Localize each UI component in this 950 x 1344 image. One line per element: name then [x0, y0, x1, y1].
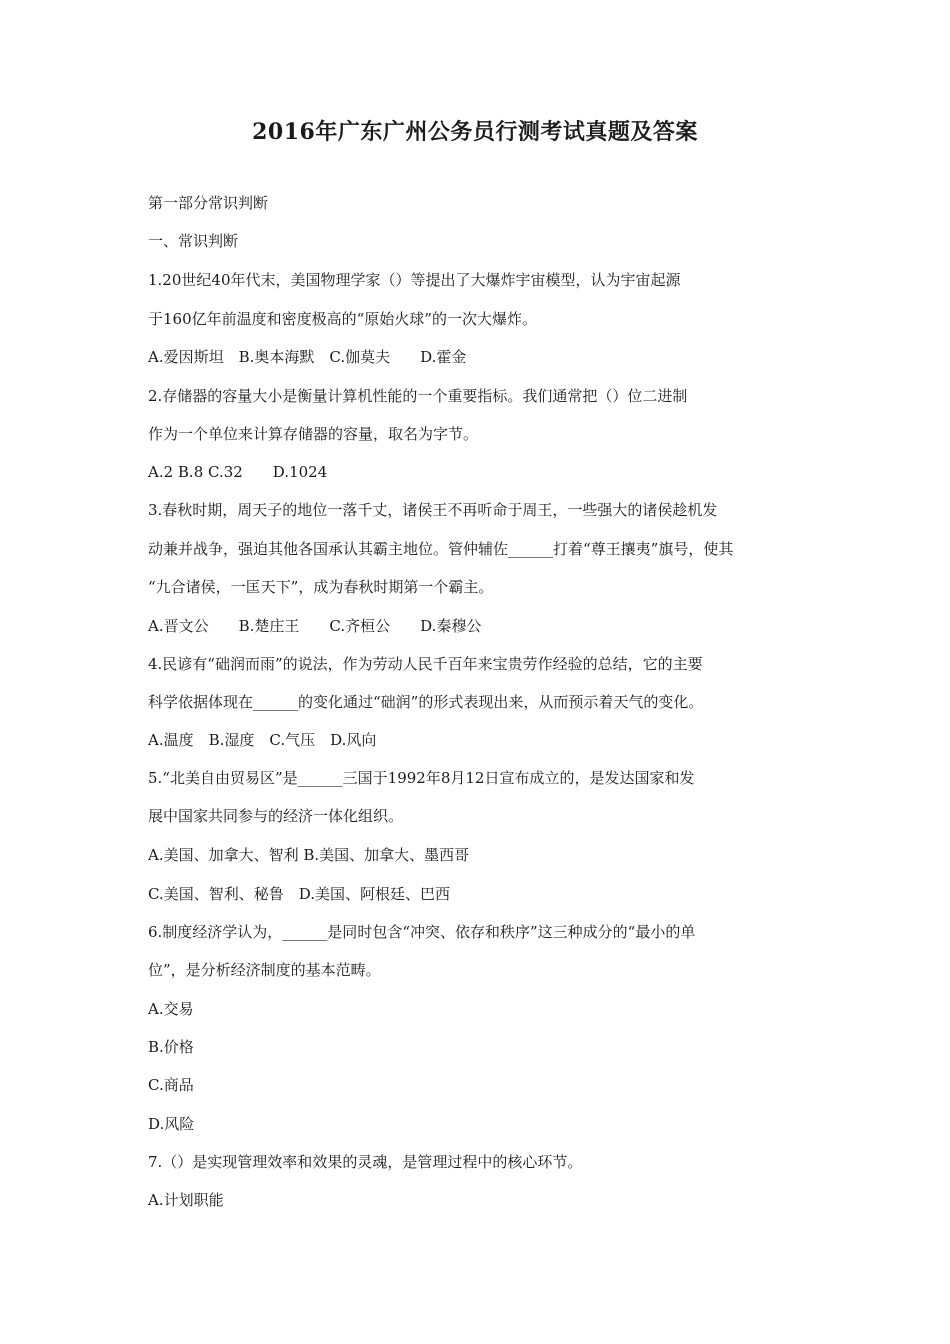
- question-text: 作为一个单位来计算存储器的容量，取名为字节。: [148, 425, 479, 443]
- section-heading: 第一部分常识判断: [148, 194, 269, 212]
- answer-options: A.晋文公 B.楚庄王 C.齐桓公 D.秦穆公: [148, 617, 482, 635]
- question-text: 科学依据体现在______的变化通过“础润”的形式表现出来，从而预示着天气的变化。: [148, 693, 704, 711]
- answer-option: A.计划职能: [148, 1191, 224, 1209]
- answer-option: B.价格: [148, 1038, 194, 1056]
- question-text: 3.春秋时期，周天子的地位一落千丈，诸侯王不再听命于周王，一些强大的诸侯趁机发: [148, 501, 718, 519]
- answer-options: C.美国、智利、秘鲁 D.美国、阿根廷、巴西: [148, 885, 450, 903]
- answer-option: D.风险: [148, 1115, 195, 1133]
- answer-options: A.美国、加拿大、智利 B.美国、加拿大、墨西哥: [148, 846, 470, 864]
- subsection-heading: 一、常识判断: [148, 232, 239, 250]
- question-text: 展中国家共同参与的经济一体化组织。: [148, 807, 404, 825]
- question-text: 7.（）是实现管理效率和效果的灵魂，是管理过程中的核心环节。: [148, 1153, 583, 1171]
- answer-options: A.温度 B.湿度 C.气压 D.风向: [148, 731, 377, 749]
- question-text: 4.民谚有“础润而雨”的说法，作为劳动人民千百年来宝贵劳作经验的总结，它的主要: [148, 655, 703, 673]
- question-text: 6.制度经济学认为，______是同时包含“冲突、依存和秩序”这三种成分的“最小的单: [148, 923, 696, 941]
- answer-options: A.爱因斯坦 B.奥本海默 C.伽莫夫 D.霍金: [148, 348, 467, 366]
- answer-option: C.商品: [148, 1076, 194, 1094]
- question-text: 1.20世纪40年代末，美国物理学家（）等提出了大爆炸宇宙模型，认为宇宙起源: [148, 271, 681, 289]
- question-text: 2.存储器的容量大小是衡量计算机性能的一个重要指标。我们通常把（）位二进制: [148, 387, 688, 405]
- answer-option: A.交易: [148, 1000, 194, 1018]
- answer-options: A.2 B.8 C.32 D.1024: [148, 463, 328, 481]
- question-text: 位”，是分析经济制度的基本范畴。: [148, 961, 381, 979]
- document-title: 2016年广东广州公务员行测考试真题及答案: [252, 119, 698, 145]
- question-text: 动兼并战争，强迫其他各国承认其霸主地位。管仲辅佐______打着“尊王攘夷”旗号，使其: [148, 540, 734, 558]
- question-text: 5.“北美自由贸易区”是______三国于1992年8月12日宣布成立的，是发达国家和发: [148, 769, 695, 787]
- question-text: “九合诸侯，一匡天下”，成为春秋时期第一个霸主。: [148, 578, 494, 596]
- question-text: 于160亿年前温度和密度极高的“原始火球”的一次大爆炸。: [148, 310, 537, 328]
